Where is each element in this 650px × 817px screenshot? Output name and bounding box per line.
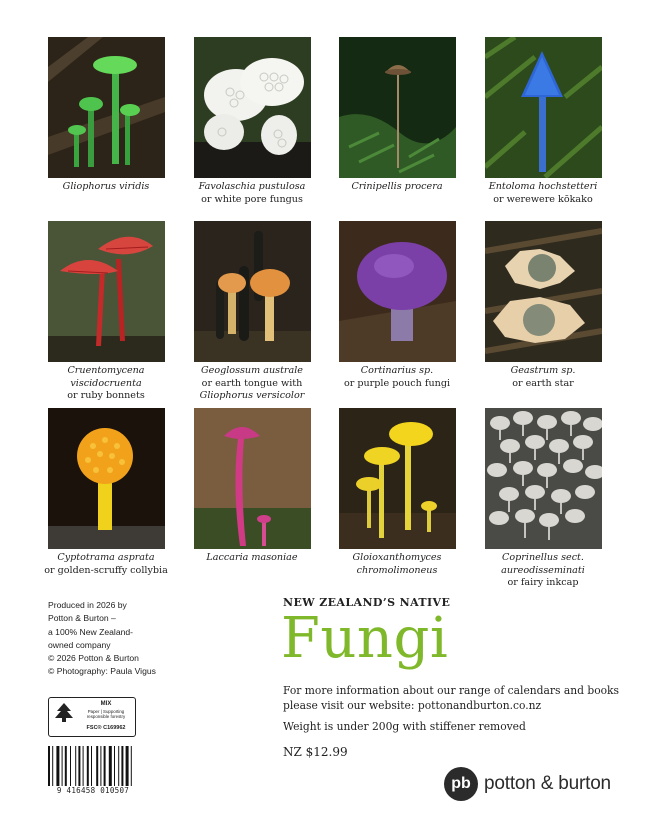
- fsc-license-code: FSC® C169962: [86, 725, 126, 731]
- barcode-bar: [109, 746, 112, 786]
- caption-cortinarius: [322, 365, 472, 390]
- price: NZ $12.99: [283, 745, 348, 759]
- caption-line: Gliophorus viridis: [62, 181, 150, 192]
- credit-line: Produced in 2026 by: [48, 600, 127, 610]
- photo-laccaria-masoniae: [194, 408, 311, 549]
- caption-line: Geoglossum australe: [200, 365, 303, 376]
- photo-crinipellis-procera: [339, 37, 456, 178]
- main-title: Fungi: [281, 606, 449, 671]
- publisher-monogram-icon: pb: [444, 767, 478, 801]
- barcode-bar: [100, 746, 101, 786]
- barcode-bar: [83, 746, 84, 786]
- info-line: For more information about our range of calendars and books: [283, 684, 620, 697]
- credit-line: Potton & Burton –: [48, 613, 116, 624]
- barcode-bar: [78, 746, 80, 786]
- barcode-bar: [114, 746, 115, 786]
- caption-gloioxanthomyces: [322, 552, 472, 577]
- barcode-bar: [62, 746, 63, 786]
- barcode-bar: [96, 746, 98, 786]
- barcode-bar: [65, 746, 67, 786]
- barcode-bar: [131, 746, 132, 786]
- caption-crinipellis-procera: [322, 181, 472, 194]
- barcode-bar: [75, 746, 76, 786]
- caption-line: Cruentomycena: [67, 365, 145, 376]
- photo-cyptotrama-asprata: [48, 408, 165, 549]
- caption-line: Gloioxanthomyces: [352, 552, 442, 563]
- photo-gliophorus-viridis: [48, 37, 165, 178]
- barcode-bar: [52, 746, 53, 786]
- publisher-name: potton & burton: [484, 773, 611, 794]
- caption-line: aureodisseminati: [501, 564, 585, 576]
- credit-line: © Photography: Paula Vigus: [48, 666, 156, 677]
- barcode-bar: [91, 746, 92, 786]
- barcode-bar: [56, 746, 59, 786]
- caption-line: chromolimoneus: [356, 564, 438, 576]
- credit-line: owned company: [48, 639, 111, 650]
- caption-cruentomycena: [31, 365, 181, 403]
- caption-line: Geastrum sp.: [510, 365, 576, 376]
- barcode-bar: [126, 746, 129, 786]
- photo-gloioxanthomyces: [339, 408, 456, 549]
- photo-cortinarius: [339, 221, 456, 362]
- caption-coprinellus: [468, 552, 618, 590]
- caption-geoglossum-australe: [177, 365, 327, 403]
- caption-line: or golden-scruffy collybia: [44, 564, 168, 576]
- caption-line: Cortinarius sp.: [360, 365, 434, 376]
- caption-line: Favolaschia pustulosa: [198, 181, 306, 192]
- info-text: [283, 683, 623, 713]
- barcode-bar: [118, 746, 119, 786]
- caption-line: Entoloma hochstetteri: [488, 181, 598, 192]
- caption-line: or white pore fungus: [201, 193, 303, 205]
- caption-line: viscidocruenta: [70, 377, 142, 389]
- fsc-paper-line: Paper | Supporting: [87, 709, 125, 714]
- barcode-bar: [48, 746, 50, 786]
- caption-gliophorus-viridis: [31, 181, 181, 194]
- photo-favolaschia-pustulosa: [194, 37, 311, 178]
- barcode-bar: [121, 746, 123, 786]
- imprint-credits: [48, 599, 198, 679]
- caption-line: or fairy inkcap: [507, 577, 579, 588]
- caption-line: Crinipellis procera: [351, 181, 443, 192]
- caption-entoloma-hochstetteri: [468, 181, 618, 206]
- series-title: NEW ZEALAND’S NATIVE: [283, 596, 451, 609]
- info-line-website: please visit our website: pottonandburton.co.nz: [283, 699, 542, 712]
- fsc-paper-line: responsible forestry: [86, 714, 126, 719]
- photo-entoloma-hochstetteri: [485, 37, 602, 178]
- photo-geastrum: [485, 221, 602, 362]
- barcode-bar: [104, 746, 106, 786]
- caption-line: or ruby bonnets: [67, 390, 145, 401]
- weight-note: Weight is under 200g with stiffener removed: [283, 720, 526, 733]
- fsc-paper-text: [79, 709, 133, 719]
- credit-line: © 2026 Potton & Burton: [48, 653, 139, 664]
- fsc-certification-mark: [48, 697, 136, 737]
- fsc-mix-label: MIX: [100, 701, 112, 707]
- caption-line: Gliophorus versicolor: [199, 390, 305, 401]
- caption-line: Cyptotrama asprata: [57, 552, 155, 563]
- photo-geoglossum-australe: [194, 221, 311, 362]
- caption-line: or purple pouch fungi: [343, 377, 451, 389]
- barcode-bar: [87, 746, 89, 786]
- fsc-tree-logo-icon: [52, 701, 76, 733]
- photo-cruentomycena: [48, 221, 165, 362]
- caption-geastrum: [468, 365, 618, 390]
- caption-line: Coprinellus sect.: [502, 552, 584, 563]
- caption-cyptotrama-asprata: [31, 552, 181, 577]
- barcode-number: 9 416458 010507: [56, 786, 130, 795]
- publisher-logo: [444, 767, 611, 801]
- photo-coprinellus: [485, 408, 602, 549]
- caption-line: or werewere kōkako: [493, 193, 593, 205]
- credit-line: a 100% New Zealand-: [48, 626, 134, 637]
- caption-line: Laccaria masoniae: [206, 552, 298, 563]
- caption-favolaschia-pustulosa: [177, 181, 327, 206]
- caption-line: or earth tongue with: [201, 377, 303, 389]
- caption-line: or earth star: [512, 377, 574, 389]
- caption-laccaria-masoniae: [177, 552, 327, 565]
- barcode-bar: [70, 746, 71, 786]
